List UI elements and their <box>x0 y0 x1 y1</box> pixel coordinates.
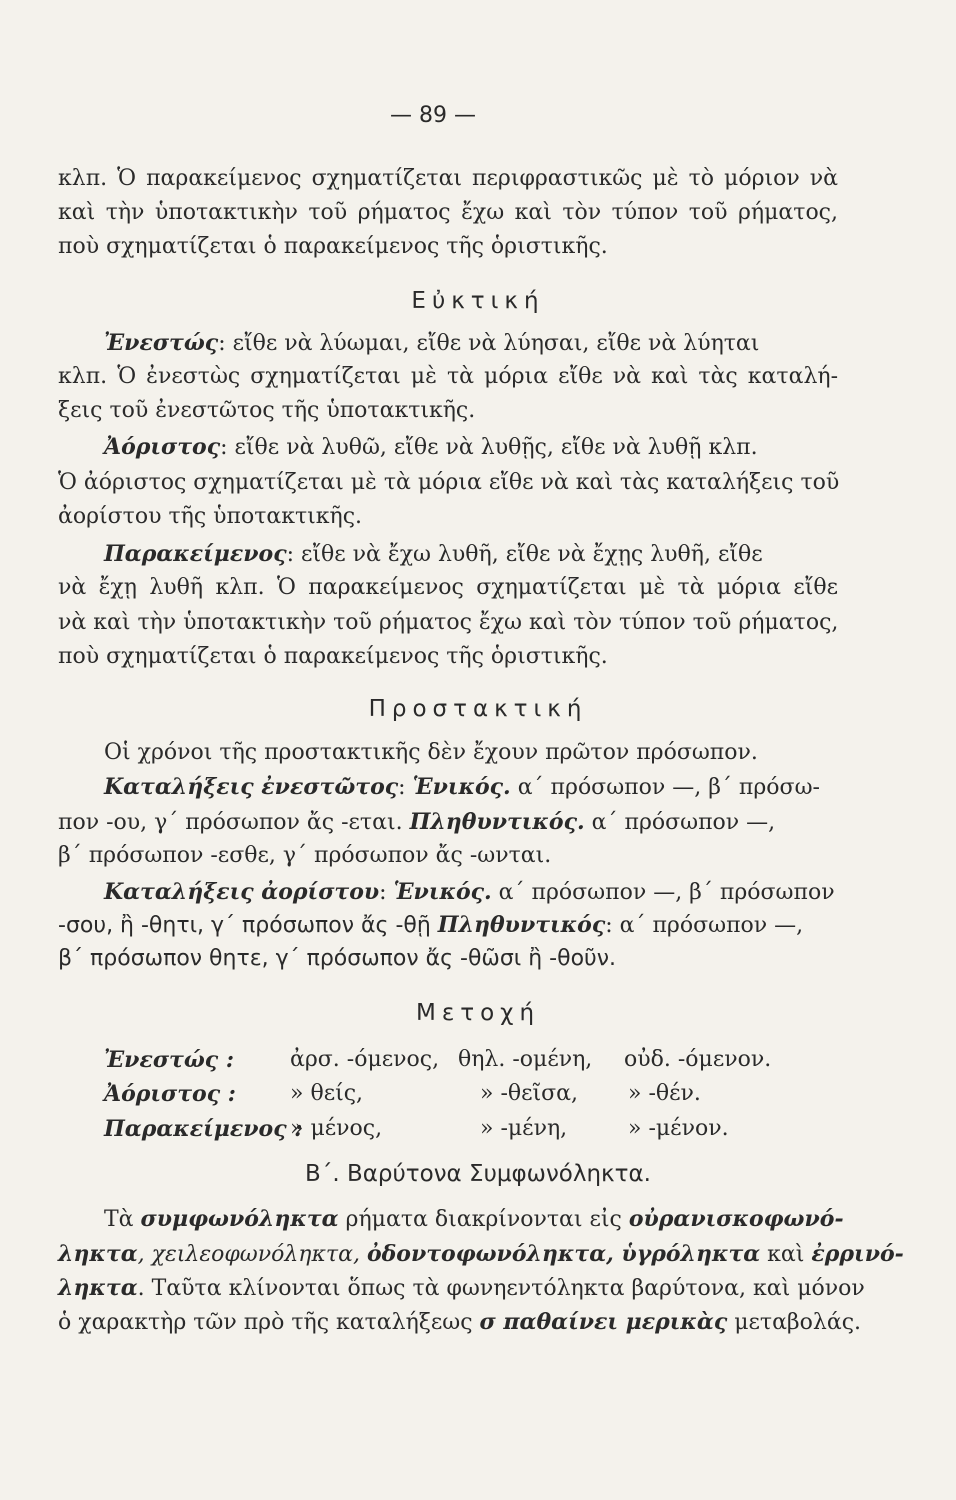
term-label: Ἑνικός. <box>393 879 492 905</box>
participle-neut: » -μένον. <box>628 1116 729 1141</box>
body-text: πον -ου, γ΄ πρόσωπον ἄς -εται. <box>58 810 403 835</box>
body-text: α΄ πρόσωπον —, β΄ πρόσω- <box>510 775 820 800</box>
term-label: Ἐνεστώς <box>104 330 219 356</box>
body-line: β΄ πρόσωπον θητε, γ΄ πρόσωπον ἄς -θῶσι ἢ -θοῦν. <box>58 946 617 971</box>
body-line: Ὁ ἀόριστος σχηματίζεται μὲ τὰ μόρια εἴθε νὰ καὶ τὰς καταλήξεις τοῦ <box>58 470 840 495</box>
body-line <box>104 1206 844 1232</box>
body-line <box>58 914 838 937</box>
body-line <box>58 1309 862 1335</box>
body-text: : εἴθε νὰ λύωμαι, εἴθε νὰ λύησαι, εἴθε νὰ λύηται <box>218 331 760 356</box>
body-text: Τὰ <box>104 1207 141 1232</box>
term-label: σ παθαίνει μερικὰς <box>479 1309 728 1335</box>
body-line <box>104 881 838 904</box>
body-line: β΄ πρόσωπον -εσθε, γ΄ πρόσωπον ἄς -ωνται. <box>58 843 552 868</box>
body-text: -σου, ἢ -θητι, γ΄ πρόσωπον ἄς -θῇ <box>58 913 431 938</box>
body-text: : εἴθε νὰ ἔχω λυθῆ, εἴθε νὰ ἔχῃς λυθῆ, εἴθε <box>286 542 763 567</box>
term-label: Ἀόριστος <box>104 434 221 460</box>
body-text: : α΄ πρόσωπον —, <box>605 913 804 938</box>
page-number: — 89 — <box>390 103 476 128</box>
body-line <box>58 1275 865 1301</box>
body-line <box>104 332 838 355</box>
body-text: α΄ πρόσωπον —, <box>584 810 776 835</box>
term-label: ληκτα <box>58 1241 138 1267</box>
term-label: Πληθυντικός <box>437 912 606 938</box>
participle-fem: θηλ. -ομένη, <box>458 1047 593 1072</box>
body-text: ὁ χαρακτὴρ τῶν πρὸ τῆς καταλήξεως <box>58 1310 480 1335</box>
term-label: ἐρρινό- <box>811 1241 904 1267</box>
participle-label: Παρακείμενος : <box>104 1116 303 1142</box>
term-label: οὐρανισκοφωνό- <box>628 1206 844 1232</box>
body-line: ποὺ σχηματίζεται ὁ παρακείμενος τῆς ὁριστικῆς. <box>58 234 608 259</box>
body-line: καὶ τὴν ὑποτακτικὴν τοῦ ρήματος ἔχω καὶ τὸν τύπον τοῦ ρήματος, <box>58 200 838 225</box>
participle-label: Ἀόριστος : <box>104 1081 236 1107</box>
participle-masc: ἀρσ. -όμενος, <box>290 1047 440 1072</box>
participle-neut: » -θέν. <box>628 1081 701 1106</box>
term-label: Ἑνικός. <box>412 774 511 800</box>
body-text: μεταβολάς. <box>727 1310 862 1335</box>
body-text: : <box>398 775 413 800</box>
section-heading-prostaktiki: Προστακτική <box>368 696 588 722</box>
body-line <box>104 776 838 799</box>
body-text: , χειλεοφωνόληκτα, <box>137 1242 367 1267</box>
body-text: καὶ <box>760 1242 812 1267</box>
term-label: Πληθυντικός. <box>409 809 585 835</box>
participle-fem: » -θεῖσα, <box>480 1081 579 1106</box>
body-line: κλπ. Ὁ ἐνεστὼς σχηματίζεται μὲ τὰ μόρια εἴθε νὰ καὶ τὰς καταλή- <box>58 364 838 389</box>
body-line: νὰ ἔχῃ λυθῆ κλπ. Ὁ παρακείμενος σχηματίζεται μὲ τὰ μόρια εἴθε <box>58 575 838 600</box>
term-label: Καταλήξεις ἐνεστῶτος <box>104 774 399 800</box>
participle-neut: οὐδ. -όμενον. <box>624 1047 772 1072</box>
section-heading-b: Β΄. Βαρύτονα Συμφωνόληκτα. <box>305 1161 651 1187</box>
participle-masc: » μένος, <box>290 1116 383 1141</box>
body-line <box>104 543 838 566</box>
body-text: . Ταῦτα κλίνονται ὅπως τὰ φωνηεντόληκτα βαρύτονα, καὶ μόνον <box>137 1276 865 1301</box>
body-line: Οἱ χρόνοι τῆς προστακτικῆς δὲν ἔχουν πρῶτον πρόσωπον. <box>104 740 758 765</box>
body-text: : εἴθε νὰ λυθῶ, εἴθε νὰ λυθῇς, εἴθε νὰ λυθῇ κλπ. <box>220 435 758 460</box>
participle-masc: » θείς, <box>290 1081 364 1106</box>
body-line <box>58 1241 904 1267</box>
term-label: Καταλήξεις ἀορίστου <box>104 879 380 905</box>
body-text: α΄ πρόσωπον —, β΄ πρόσωπον <box>491 880 835 905</box>
term-label: ὀδοντοφωνόληκτα, ὑγρόληκτα <box>366 1241 761 1267</box>
body-text: ρήματα διακρίνονται εἰς <box>338 1207 629 1232</box>
section-heading-euktiki: Εὐκτική <box>411 288 545 314</box>
body-line <box>104 436 838 459</box>
body-line: ξεις τοῦ ἐνεστῶτος τῆς ὑποτακτικῆς. <box>58 398 476 423</box>
term-label: Παρακείμενος <box>104 541 287 567</box>
body-line: κλπ. Ὁ παρακείμενος σχηματίζεται περιφραστικῶς μὲ τὸ μόριον νὰ <box>58 166 838 191</box>
participle-fem: » -μένη, <box>480 1116 568 1141</box>
term-label: συμφωνόληκτα <box>140 1206 339 1232</box>
body-line: ποὺ σχηματίζεται ὁ παρακείμενος τῆς ὁριστικῆς. <box>58 644 608 669</box>
section-heading-metochi: Μετοχή <box>415 1000 541 1026</box>
participle-label: Ἐνεστώς : <box>104 1047 234 1073</box>
body-line: νὰ καὶ τὴν ὑποτακτικὴν τοῦ ρήματος ἔχω καὶ τὸν τύπον τοῦ ρήματος, <box>58 610 839 635</box>
term-label: ληκτα <box>58 1275 138 1301</box>
body-line <box>58 811 838 834</box>
body-text: : <box>379 880 394 905</box>
body-line: ἀορίστου τῆς ὑποτακτικῆς. <box>58 504 363 529</box>
